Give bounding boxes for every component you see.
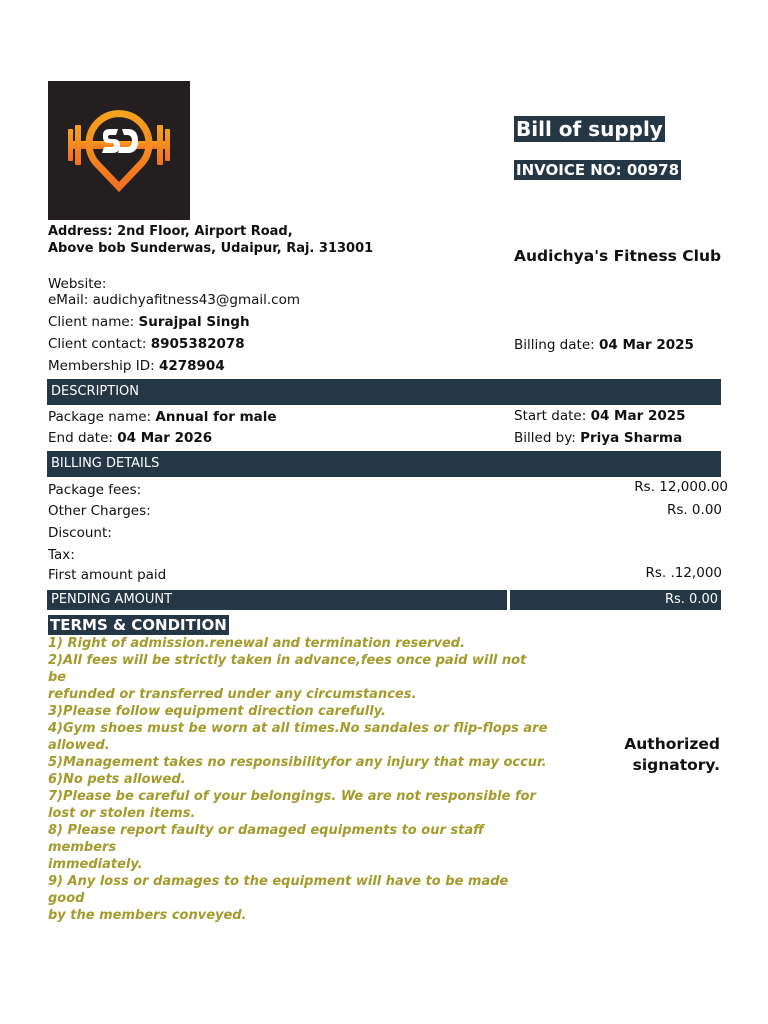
address-line-1: Address: 2nd Floor, Airport Road, [48, 224, 293, 239]
billed-by-row [514, 430, 682, 446]
terms-line: 4)Gym shoes must be worn at all times.No sandales or flip-flops are [48, 721, 548, 736]
billed-by-label: Billed by: [514, 430, 576, 446]
terms-line: 3)Please follow equipment direction carefully. [48, 704, 386, 719]
end-date-value: 04 Mar 2026 [117, 430, 213, 446]
membership-label: Membership ID: [48, 358, 155, 374]
billing-details-header: BILLING DETAILS [47, 451, 721, 477]
terms-line: 9) Any loss or damages to the equipment will have to be made good [48, 874, 509, 906]
package-fees-value: Rs. 12,000.00 [634, 479, 728, 495]
client-name-row [48, 314, 250, 330]
terms-line: 2)All fees will be strictly taken in advance,fees once paid will not be [48, 653, 527, 685]
client-contact-label: Client contact: [48, 336, 147, 352]
start-date-label: Start date: [514, 408, 587, 424]
tax-label: Tax: [48, 547, 75, 563]
terms-line: refunded or transferred under any circumstances. [48, 687, 417, 702]
pending-amount-label: PENDING AMOUNT [47, 590, 507, 610]
terms-line: allowed. [48, 738, 110, 753]
start-date-row [514, 408, 686, 424]
gym-logo-icon [48, 81, 190, 220]
pending-amount-value: Rs. 0.00 [510, 590, 721, 610]
discount-label: Discount: [48, 525, 112, 541]
signatory-line-2: signatory. [632, 756, 720, 774]
terms-line: immediately. [48, 857, 143, 872]
signatory-line-1: Authorized [624, 735, 720, 753]
terms-line: by the members conveyed. [48, 908, 247, 923]
billing-date-row [514, 337, 694, 353]
client-contact-value: 8905382078 [150, 336, 245, 352]
website-label: Website: [48, 276, 107, 292]
terms-line: 8) Please report faulty or damaged equipments to our staff members [48, 823, 484, 855]
bill-title: Bill of supply [516, 117, 663, 141]
billing-date-value: 04 Mar 2025 [598, 337, 694, 353]
club-address [48, 223, 373, 257]
start-date-value: 04 Mar 2025 [590, 408, 686, 424]
address-line-2: Above bob Sunderwas, Udaipur, Raj. 313001 [48, 241, 374, 256]
email-value: audichyafitness43@gmail.com [92, 292, 300, 308]
package-row [48, 409, 277, 425]
package-label: Package name: [48, 409, 152, 425]
terms-line: 7)Please be careful of your belongings. We are not responsible for [48, 789, 536, 804]
other-charges-label: Other Charges: [48, 503, 151, 519]
gym-logo [48, 81, 190, 220]
client-name-label: Client name: [48, 314, 135, 330]
email-label: eMail: [48, 292, 89, 308]
email-row [48, 292, 300, 308]
club-name: Audichya's Fitness Club [514, 247, 722, 265]
package-fees-label: Package fees: [48, 482, 142, 498]
description-header: DESCRIPTION [47, 379, 721, 405]
first-paid-value: Rs. .12,000 [645, 565, 722, 581]
membership-value: 4278904 [158, 358, 225, 374]
authorized-signatory [600, 734, 720, 776]
terms-line: 5)Management takes no responsibilityfor any injury that may occur. [48, 755, 547, 770]
billed-by-value: Priya Sharma [580, 430, 683, 446]
end-date-row [48, 430, 212, 446]
client-name-value: Surajpal Singh [138, 314, 250, 330]
terms-line: lost or stolen items. [48, 806, 196, 821]
terms-list [48, 635, 548, 924]
first-paid-label: First amount paid [48, 567, 167, 583]
client-contact-row [48, 336, 245, 352]
other-charges-value: Rs. 0.00 [666, 502, 722, 518]
package-value: Annual for male [155, 409, 277, 425]
billing-date-label: Billing date: [514, 337, 595, 353]
invoice-number: INVOICE NO: 00978 [516, 161, 680, 179]
terms-line: 1) Right of admission.renewal and termination reserved. [48, 636, 466, 651]
membership-row [48, 358, 225, 374]
terms-line: 6)No pets allowed. [48, 772, 186, 787]
terms-title: TERMS & CONDITION [50, 616, 227, 634]
end-date-label: End date: [48, 430, 113, 446]
